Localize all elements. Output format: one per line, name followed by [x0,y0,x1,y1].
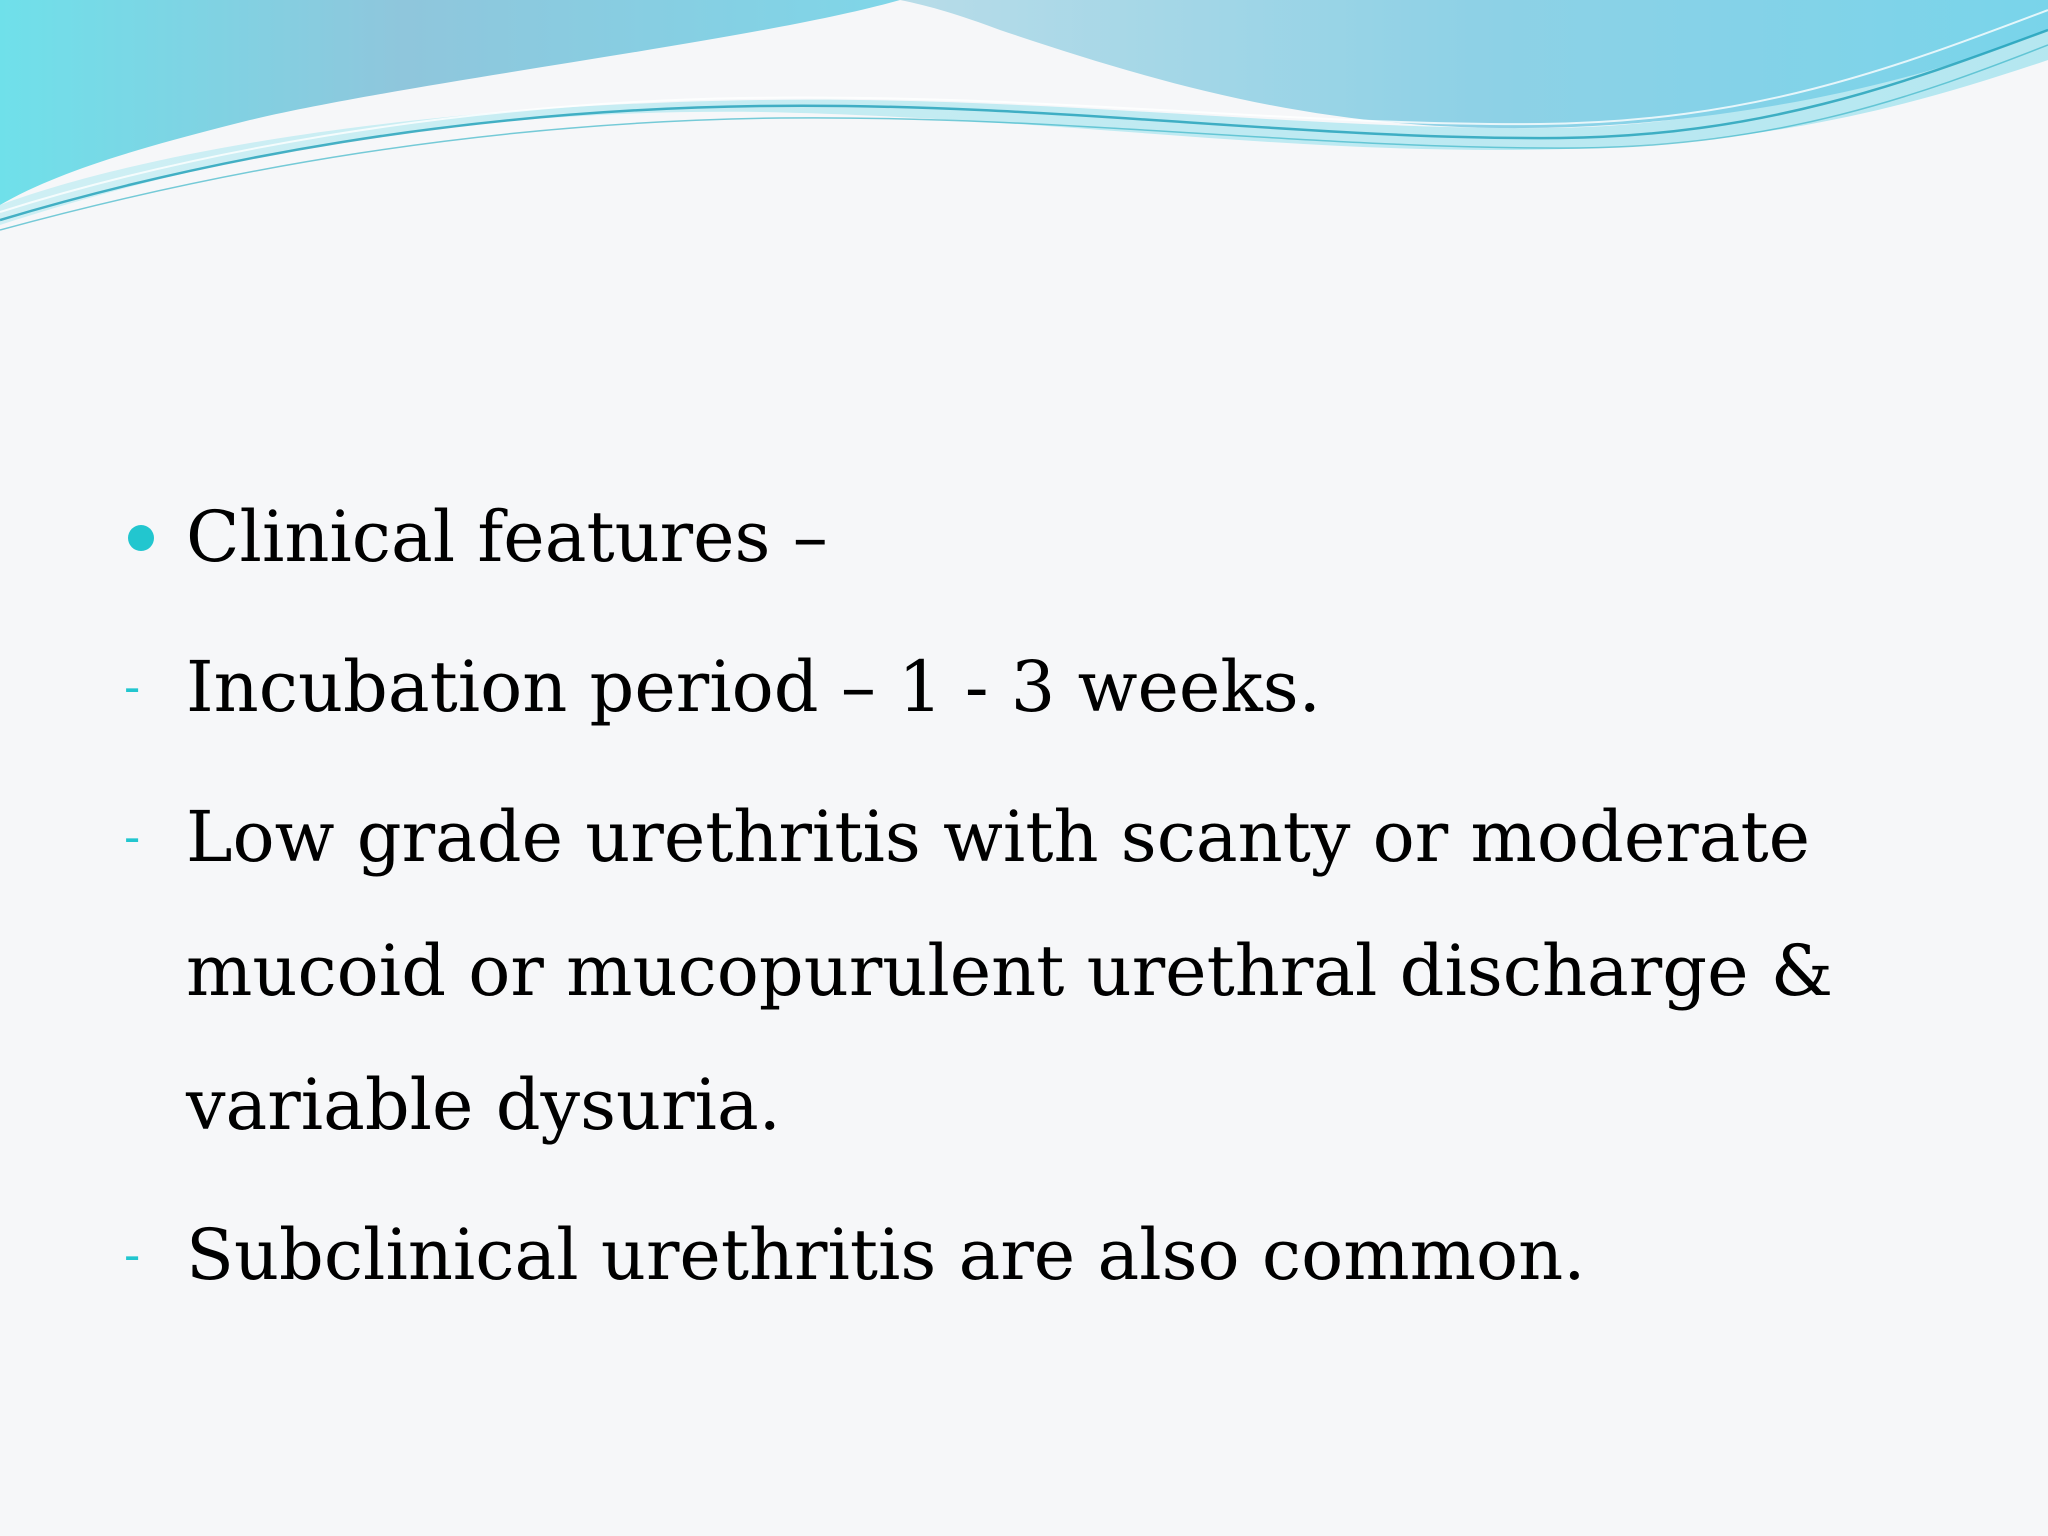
bullet-item-low-grade-urethritis [124,770,1984,1172]
bullet-dot-icon [128,525,154,551]
header-wave-decoration [0,0,2048,240]
bullet-list [124,470,1984,1322]
bullet-item-subclinical-urethritis [124,1188,1984,1322]
bullet-item-clinical-features [124,470,1984,604]
bullet-dash-marker: - [124,809,141,865]
bullet-dash-marker: - [124,1227,141,1283]
bullet-text: Subclinical urethritis are also common. [186,1214,1586,1296]
bullet-dash-marker: - [124,659,141,715]
bullet-text: Clinical features – [186,496,828,578]
bullet-text: Incubation period – 1 - 3 weeks. [186,646,1321,728]
bullet-text: Low grade urethritis with scanty or moderate mucoid or mucopurulent urethral discharge & variable dysuria. [186,796,1834,1146]
bullet-item-incubation-period [124,620,1984,754]
